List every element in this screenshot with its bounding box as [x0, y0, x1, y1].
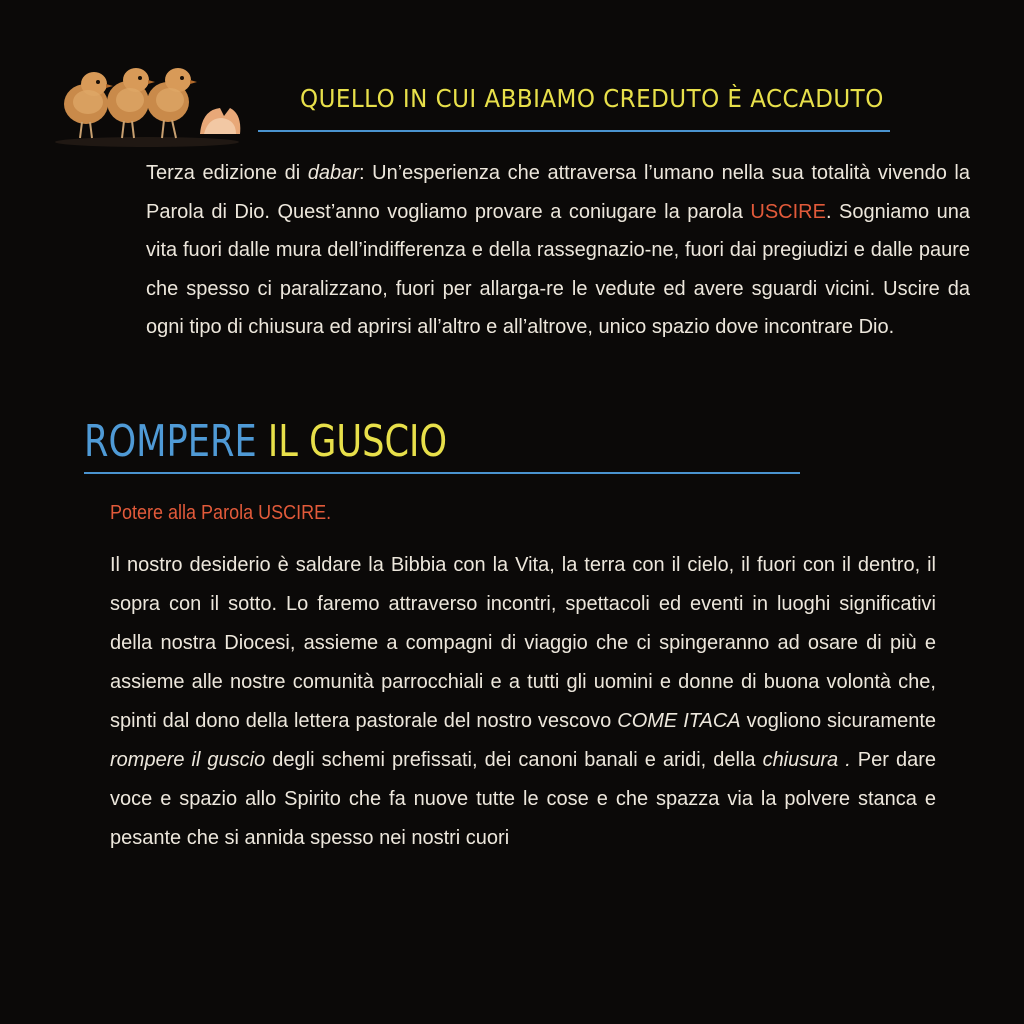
- section-subtitle: Potere alla Parola USCIRE.: [110, 502, 332, 524]
- section-divider: [84, 472, 800, 474]
- section-title-word-1: ROMPERE: [84, 416, 257, 467]
- body-text-2: vogliono sicuramente: [740, 710, 936, 732]
- header-title: QUELLO IN CUI ABBIAMO CREDUTO È ACCADUTO: [300, 84, 884, 113]
- dabar-italic: dabar: [307, 162, 359, 184]
- header-divider: [258, 130, 890, 132]
- section-title-word-2: IL GUSCIO: [267, 416, 448, 467]
- body-text-4: Per dare voce e spazio allo Spirito che fa nuove tutte le cose e che spazza via la polvere stanca e pesante che si annida spesso nei nostri cuori: [110, 749, 936, 849]
- rompere-italic: rompere il guscio: [110, 749, 266, 771]
- body-text-3: degli schemi prefissati, dei canoni banali e aridi, della: [265, 749, 763, 771]
- uscire-highlight: USCIRE: [750, 200, 826, 223]
- intro-text-3: . Sogniamo una vita fuori dalle mura dell’indifferenza e della rassegnazio-ne, fuori dai pregiudizi e dalle paure che spesso ci paralizzano, fuori per allarga-re le vedute ed avere sguardi vicini. Uscire da ogni tipo di chiusura ed aprirsi all’altro e all’altrove, unico spazio dove incontrare Dio.: [146, 200, 970, 338]
- intro-paragraph: [146, 154, 970, 347]
- intro-text-1: Terza edizione di: [146, 162, 308, 184]
- section-title: [84, 416, 447, 467]
- body-paragraph: [110, 546, 936, 858]
- body-text-1: Il nostro desiderio è saldare la Bibbia con la Vita, la terra con il cielo, il fuori con il dentro, il sopra con il sotto. Lo faremo attraverso incontri, spettacoli ed eventi in luoghi significativi della nostra Diocesi, assieme a compagni di viaggio che ci spingeranno ad osare di più e assieme alle nostre comunità parrocchiali e a tutti gli uomini e donne di buona volontà che, spinti dal dono della lettera pastorale del nostro vescovo: [110, 554, 936, 732]
- intro-text-2: : Un’esperienza che attraversa l’umano nella sua totalità vivendo la Parola di Dio. Quest’anno vogliamo provare a coniugare la parola: [146, 162, 970, 223]
- chiusura-italic: chiusura .: [762, 749, 851, 771]
- come-itaca-italic: COME ITACA: [617, 710, 741, 732]
- chicks-and-eggshell-image: [52, 58, 252, 150]
